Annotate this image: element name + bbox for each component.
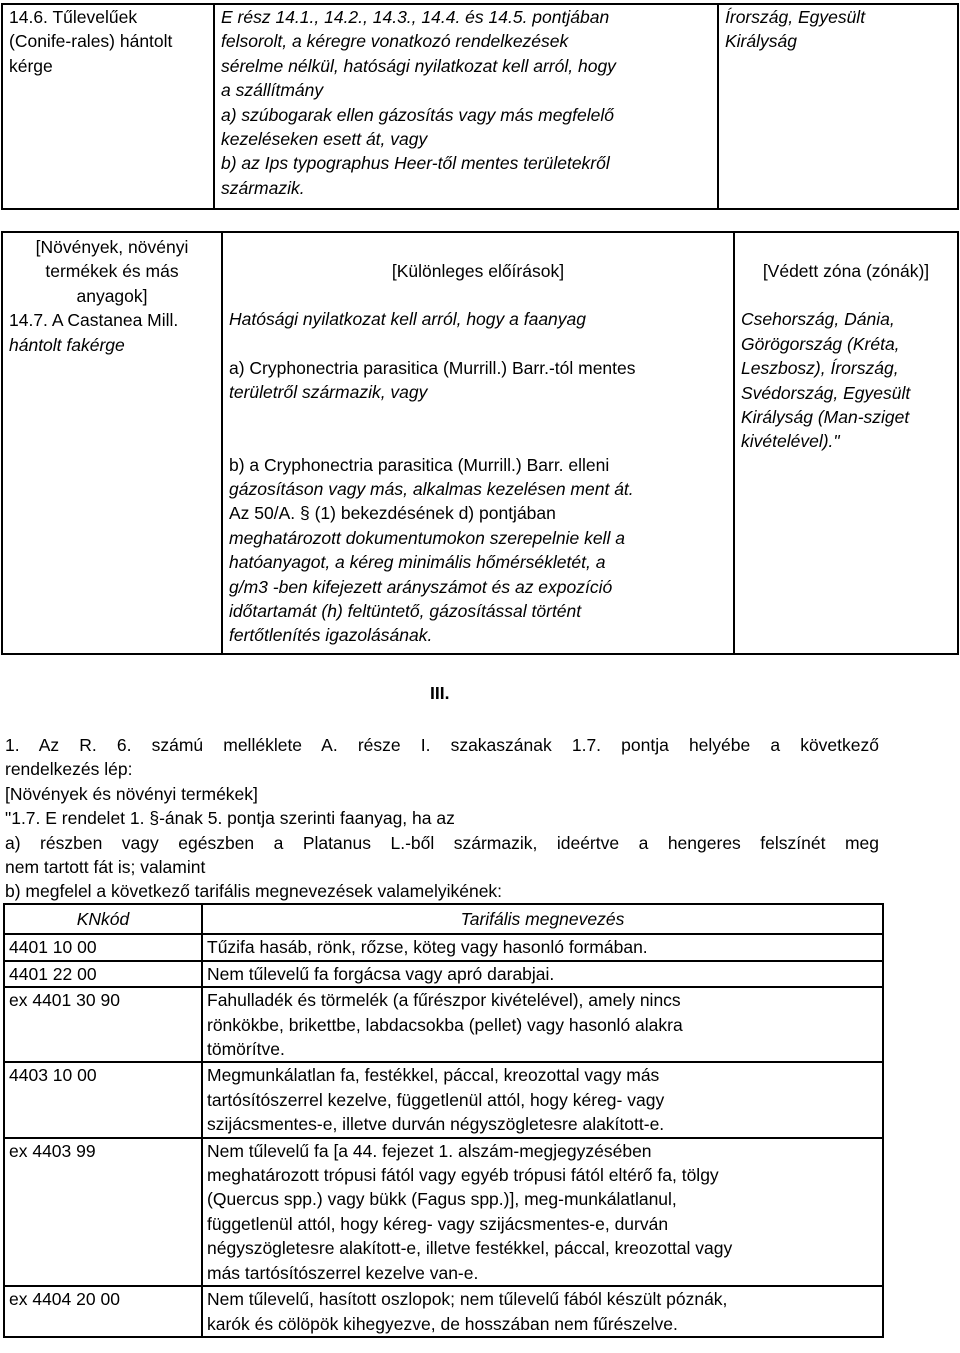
text-line: a szállítmány: [221, 80, 324, 101]
text-line: Csehország, Dánia,: [741, 309, 895, 330]
text-line: g/m3 -ben kifejezett arányszámot és az expozíció: [229, 576, 613, 597]
text-line: szijácsmentes-e, illetve durván négyszögletesre alakított-e.: [207, 1114, 665, 1135]
text-line: Leszbosz), Írország,: [741, 358, 899, 379]
text-line: kezeléseken esett át, vagy: [221, 129, 428, 150]
tariff-table: [3, 903, 884, 1338]
cell-kn-code: 4403 10 00: [4, 1062, 202, 1137]
cell-tariff-description: [202, 987, 883, 1062]
column-header: termékek és más: [45, 261, 179, 282]
cell-kn-code: ex 4404 20 00: [4, 1286, 202, 1337]
text-line: Az 50/A. § (1) bekezdésének d) pontjában: [229, 503, 556, 524]
text-line: nem tartott fát is; valamint: [5, 857, 206, 878]
plant-name: hántolt fakérge: [9, 334, 125, 355]
cell-protected-zone: [734, 232, 958, 654]
text-line: kivételével).": [741, 431, 840, 452]
text-line: (Quercus spp.) vagy bükk (Fagus spp.)], meg-munkálatlanul,: [207, 1189, 677, 1210]
table-header-row: [4, 904, 883, 934]
text-line: Királyság (Man-sziget: [741, 407, 910, 428]
text-line: Királyság: [725, 31, 797, 52]
text-line: meghatározott dokumentumokon szerepelnie kell a: [229, 527, 625, 548]
text-line: 14.6. Tűlevelűek: [9, 7, 138, 27]
text-line: Megmunkálatlan fa, festékkel, páccal, kreozottal vagy más: [207, 1065, 660, 1086]
table-row: [4, 934, 883, 960]
text-line: Tűzifa hasáb, rönk, rőzse, köteg vagy hasonló formában.: [207, 937, 648, 958]
text-line: Hatósági nyilatkozat kell arról, hogy a faanyag: [229, 309, 587, 330]
table-row: [4, 1138, 883, 1286]
text-line: más tartósítószerrel kezelve van-e.: [207, 1262, 479, 1283]
cell-protected-zone: [718, 4, 958, 209]
cell-kn-code: 4401 10 00: [4, 934, 202, 960]
text-line: Görögország (Kréta,: [741, 333, 900, 354]
cell-tariff-description: [202, 1062, 883, 1137]
table-row: [2, 232, 958, 654]
table-row: [2, 4, 958, 209]
table-castanea: [1, 231, 959, 655]
text-line: E rész 14.1., 14.2., 14.3., 14.4. és 14.5. pontjában: [221, 7, 610, 27]
text-line: b) az Ips typographus Heer-től mentes területekről: [221, 153, 610, 174]
cell-kn-code: 4401 22 00: [4, 961, 202, 987]
cell-tariff-description: [202, 1138, 883, 1286]
cell-tariff-description: [202, 934, 883, 960]
text-line: karók és cölöpök kihegyezve, de hosszában nem fűrészelve.: [207, 1313, 678, 1334]
text-line: a) Cryphonectria parasitica (Murrill.) Barr.-tól mentes: [229, 357, 636, 378]
column-header: anyagok]: [76, 285, 148, 306]
text-line: időtartamát (h) feltüntető, gázosítással történt: [229, 601, 582, 622]
text-line: Svédország, Egyesült: [741, 382, 911, 403]
text-line: hatóanyagot, a kéreg minimális hőmérsékletét, a: [229, 552, 606, 573]
column-header: KNkód: [4, 904, 202, 934]
text-line: fertőtlenítés igazolásának.: [229, 625, 433, 646]
text-line: függetlenül attól, hogy kéreg- vagy szijácsmentes-e, durván: [207, 1213, 669, 1234]
text-line: tömörítve.: [207, 1039, 285, 1060]
text-line: Nem tűlevelű fa [a 44. fejezet 1. alszám-megjegyzésében: [207, 1140, 652, 1161]
body-text: [5, 733, 879, 904]
text-line: felsorolt, a kéregre vonatkozó rendelkezések: [221, 31, 569, 52]
text-line: sérelme nélkül, hatósági nyilatkozat kell arról, hogy: [221, 55, 616, 76]
table-conifer-row: [1, 3, 959, 210]
section-heading: III.: [430, 683, 450, 703]
cell-requirements: [222, 232, 734, 654]
text-line: [Növények és növényi termékek]: [5, 783, 258, 804]
table-row: [4, 961, 883, 987]
table-row: [4, 1062, 883, 1137]
text-line: területről származik, vagy: [229, 382, 428, 403]
table-row: [4, 1286, 883, 1337]
text-line: kérge: [9, 55, 53, 76]
text-line: Írország, Egyesült: [725, 7, 866, 27]
plant-code: 14.7. A Castanea Mill.: [9, 310, 179, 331]
text-line: "1.7. E rendelet 1. §-ának 5. pontja szerinti faanyag, ha az: [5, 808, 455, 829]
text-line: b) a Cryphonectria parasitica (Murrill.) Barr. elleni: [229, 454, 610, 475]
cell-kn-code: ex 4403 99: [4, 1138, 202, 1286]
table-row: [4, 987, 883, 1062]
cell-tariff-description: [202, 961, 883, 987]
text-line: Nem tűlevelű, hasított oszlopok; nem tűlevelű fából készült póznák,: [207, 1289, 728, 1310]
column-header: Tarifális megnevezés: [202, 904, 883, 934]
text-line: (Conife-rales) hántolt: [9, 31, 173, 52]
text-line: Fahulladék és törmelék (a fűrészpor kivételével), amely nincs: [207, 990, 681, 1011]
column-header: [Védett zóna (zónák)]: [762, 261, 930, 281]
text-line: meghatározott trópusi fától vagy egyéb trópusi fától eltérő fa, tölgy: [207, 1165, 719, 1186]
text-line: a) szúbogarak ellen gázosítás vagy más megfelelő: [221, 104, 614, 125]
column-header: [Növények, növényi: [35, 237, 189, 257]
text-line: gázosításon vagy más, alkalmas kezelésen ment át.: [229, 479, 634, 500]
text-line: tartósítószerrel kezelve, függetlenül attól, hogy kéreg- vagy: [207, 1089, 665, 1110]
cell-requirements: [214, 4, 718, 209]
text-line: Nem tűlevelű fa forgácsa vagy apró darabjai.: [207, 963, 555, 984]
text-line: a) részben vagy egészben a Platanus L.-ből származik, ideértve a hengeres felszínét meg: [5, 832, 879, 853]
cell-plant-name: [2, 4, 214, 209]
text-line: négyszögletesre alakított-e, illetve festékkel, páccal, kreozottal vagy: [207, 1238, 733, 1259]
cell-plant-name: [2, 232, 222, 654]
text-line: származik.: [221, 177, 305, 198]
text-line: 1. Az R. 6. számú melléklete A. része I. szakaszának 1.7. pontja helyébe a következő: [5, 735, 879, 755]
text-line: b) megfelel a következő tarifális megnevezések valamelyikének:: [5, 881, 503, 902]
text-line: rönkökbe, brikettbe, labdacsokba (pellet) vagy hasonló alakra: [207, 1014, 683, 1035]
column-header: [Különleges előírások]: [391, 261, 565, 281]
cell-tariff-description: [202, 1286, 883, 1337]
cell-kn-code: ex 4401 30 90: [4, 987, 202, 1062]
text-line: rendelkezés lép:: [5, 759, 133, 780]
